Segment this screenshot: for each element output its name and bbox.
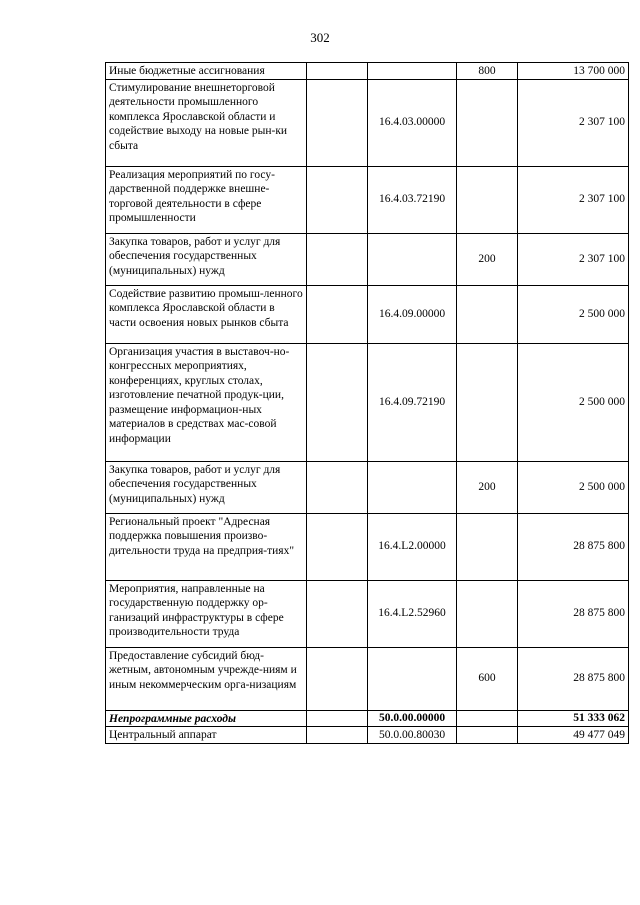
row-name-cell: Непрограммные расходы [106,710,307,727]
row-amount-cell: 49 477 049 [518,727,629,744]
row-amount-cell: 2 307 100 [518,166,629,233]
page-number: 302 [310,30,330,45]
row-type-cell [457,285,518,343]
row-code-cell [368,461,457,513]
row-sub-cell [307,343,368,461]
row-amount-cell: 2 307 100 [518,233,629,285]
row-sub-cell [307,513,368,580]
budget-table-body [106,63,629,744]
row-name-cell: Иные бюджетные ассигнования [106,63,307,80]
row-type-cell [457,79,518,166]
row-type-cell [457,343,518,461]
table-row [106,79,629,166]
row-type-cell [457,710,518,727]
row-name-cell: Организация участия в выставоч-но-конгрессных мероприятиях, конференциях, круглых столах, изготовление печатной продук-ции, размещение информацион-ных материалов в средствах мас-совой информации [106,343,307,461]
row-amount-cell: 28 875 800 [518,513,629,580]
row-type-cell [457,580,518,647]
row-amount-cell: 51 333 062 [518,710,629,727]
row-name-cell: Стимулирование внешнеторговой деятельности промышленного комплекса Ярославской области и содействие выходу на новые рын-ки сбыта [106,79,307,166]
row-code-cell: 16.4.09.72190 [368,343,457,461]
table-row [106,647,629,710]
row-sub-cell [307,233,368,285]
row-amount-cell: 2 500 000 [518,285,629,343]
row-type-cell [457,727,518,744]
row-amount-cell: 2 500 000 [518,461,629,513]
row-sub-cell [307,461,368,513]
table-row [106,166,629,233]
table-row [106,513,629,580]
row-type-cell: 200 [457,461,518,513]
row-name-cell: Центральный аппарат [106,727,307,744]
row-code-cell [368,63,457,80]
row-sub-cell [307,647,368,710]
row-amount-cell: 13 700 000 [518,63,629,80]
row-amount-cell: 28 875 800 [518,647,629,710]
row-amount-cell: 28 875 800 [518,580,629,647]
row-sub-cell [307,727,368,744]
table-row [106,461,629,513]
row-code-cell [368,647,457,710]
row-sub-cell [307,63,368,80]
row-type-cell: 800 [457,63,518,80]
table-row [106,233,629,285]
row-sub-cell [307,79,368,166]
row-code-cell: 16.4.03.72190 [368,166,457,233]
table-row [106,580,629,647]
budget-table [105,62,629,744]
row-name-cell: Мероприятия, направленные на государственную поддержку ор-ганизаций инфраструктуры в сфере производительности труда [106,580,307,647]
row-name-cell: Закупка товаров, работ и услуг для обеспечения государственных (муниципальных) нужд [106,233,307,285]
row-code-cell: 16.4.03.00000 [368,79,457,166]
row-type-cell: 200 [457,233,518,285]
row-code-cell: 50.0.00.00000 [368,710,457,727]
row-amount-cell: 2 500 000 [518,343,629,461]
row-amount-cell: 2 307 100 [518,79,629,166]
table-row [106,343,629,461]
row-name-cell: Закупка товаров, работ и услуг для обеспечения государственных (муниципальных) нужд [106,461,307,513]
row-sub-cell [307,580,368,647]
row-name-cell: Региональный проект "Адресная поддержка повышения произво-дительности труда на предприя-тиях" [106,513,307,580]
row-code-cell: 16.4.L2.52960 [368,580,457,647]
row-sub-cell [307,285,368,343]
table-row [106,710,629,727]
table-row [106,285,629,343]
row-name-cell: Реализация мероприятий по госу-дарственной поддержке внешне-торговой деятельности в сфере промышленности [106,166,307,233]
row-sub-cell [307,166,368,233]
row-type-cell: 600 [457,647,518,710]
row-name-cell: Предоставление субсидий бюд-жетным, автономным учрежде-ниям и иным некоммерческим орга-низациям [106,647,307,710]
row-code-cell: 16.4.L2.00000 [368,513,457,580]
row-code-cell: 16.4.09.00000 [368,285,457,343]
table-row [106,727,629,744]
table-row [106,63,629,80]
row-sub-cell [307,710,368,727]
row-code-cell: 50.0.00.80030 [368,727,457,744]
row-name-cell: Содействие развитию промыш-ленного комплекса Ярославской области в части освоения новых рынков сбыта [106,285,307,343]
row-code-cell [368,233,457,285]
row-type-cell [457,166,518,233]
row-type-cell [457,513,518,580]
